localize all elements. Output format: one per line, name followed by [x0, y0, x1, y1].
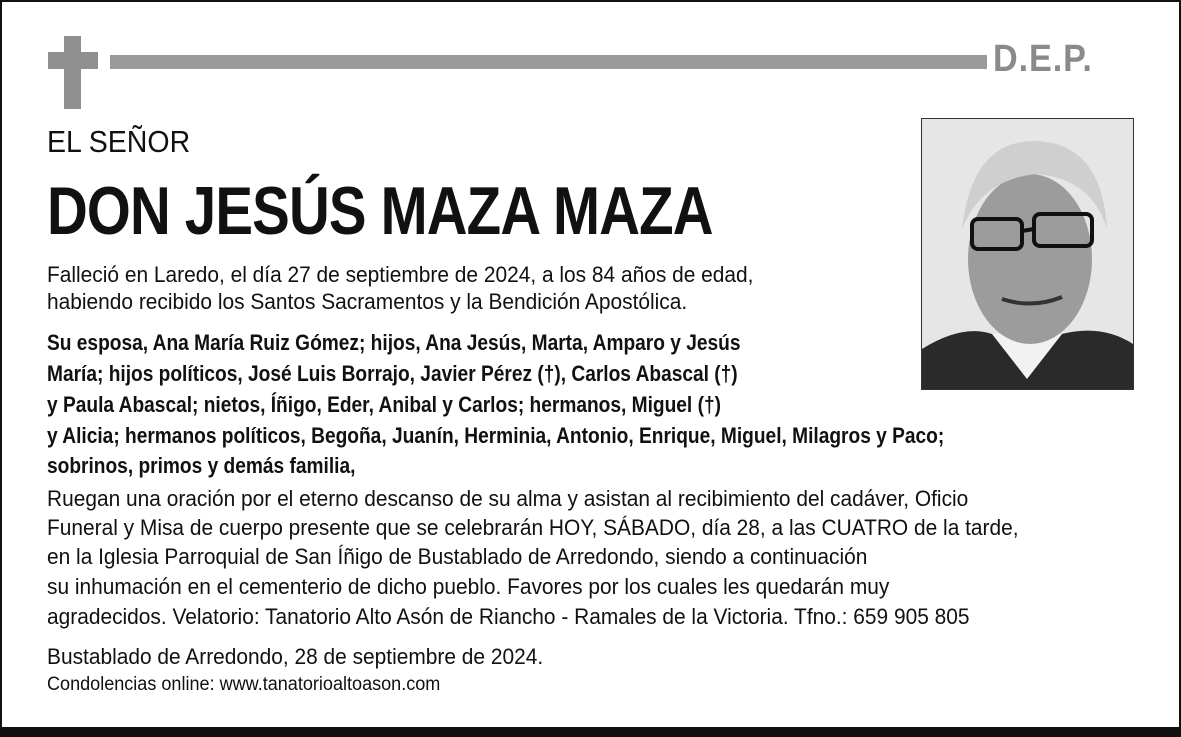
dep-label: D.E.P.	[993, 38, 1093, 80]
family-line: Su esposa, Ana María Ruiz Gómez; hijos, Ana Jesús, Marta, Amparo y Jesús	[47, 330, 741, 355]
bottom-rule	[0, 727, 1181, 737]
request-line: Ruegan una oración por el eterno descanso de su alma y asistan al recibimiento del cadáver, Oficio	[47, 486, 969, 511]
cross-icon-bar	[48, 52, 98, 69]
condolences-link: Condolencias online: www.tanatorioaltoason.com	[47, 674, 441, 695]
family-line: y Alicia; hermanos políticos, Begoña, Juanín, Herminia, Antonio, Enrique, Miguel, Milagros y Paco;	[47, 423, 945, 448]
header-rule	[110, 55, 987, 69]
family-line: sobrinos, primos y demás familia,	[47, 453, 356, 478]
deceased-name: DON JESÚS MAZA MAZA	[47, 173, 713, 249]
place-date: Bustablado de Arredondo, 28 de septiembre de 2024.	[47, 644, 544, 669]
cross-icon	[64, 36, 81, 109]
family-line: María; hijos políticos, José Luis Borrajo, Javier Pérez (†), Carlos Abascal (†)	[47, 361, 738, 386]
request-line: Funeral y Misa de cuerpo presente que se celebrarán HOY, SÁBADO, día 28, a las CUATRO de la tarde,	[47, 515, 1019, 540]
portrait-photo	[921, 118, 1134, 390]
family-line: y Paula Abascal; nietos, Íñigo, Eder, Anibal y Carlos; hermanos, Miguel (†)	[47, 392, 721, 417]
request-line: en la Iglesia Parroquial de San Íñigo de Bustablado de Arredondo, siendo a continuación	[47, 544, 868, 569]
request-line: agradecidos. Velatorio: Tanatorio Alto Asón de Riancho - Ramales de la Victoria. Tfno.: 659 905 805	[47, 604, 970, 629]
title-label: EL SEÑOR	[47, 124, 191, 159]
request-line: su inhumación en el cementerio de dicho pueblo. Favores por los cuales les quedarán muy	[47, 574, 890, 599]
intro-line: Falleció en Laredo, el día 27 de septiembre de 2024, a los 84 años de edad,	[47, 262, 754, 287]
intro-line: habiendo recibido los Santos Sacramentos y la Bendición Apostólica.	[47, 289, 688, 314]
